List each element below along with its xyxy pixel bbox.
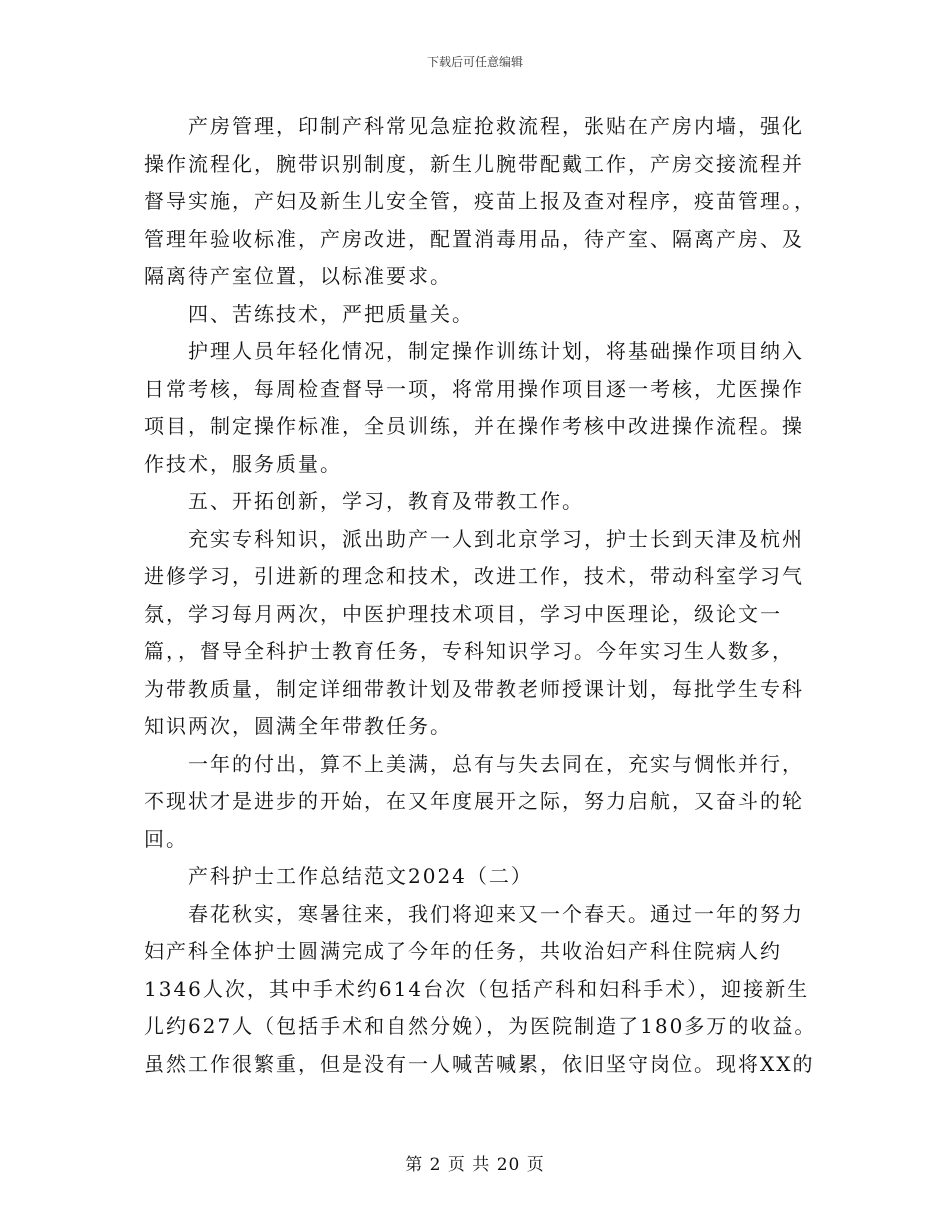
text-line: 进修学习，引进新的理念和技术，改进工作，技术，带动科室学习气 — [144, 564, 804, 588]
text-line: 不现状才是进步的开始，在又年度展开之际，努力启航，又奋斗的轮 — [144, 789, 804, 813]
text-line: 督导实施，产妇及新生儿安全管，疫苗上报及查对程序，疫苗管理。， — [144, 189, 816, 213]
text-line: 作技术，服务质量。 — [144, 451, 342, 476]
text-line: 知识两次，圆满全年带教任务。 — [144, 714, 452, 738]
text-line: 一年的付出，算不上美满，总有与失去同在，充实与惆怅并行， — [188, 751, 804, 776]
section-title: 产科护士工作总结范文2024（二） — [188, 864, 533, 888]
document-body — [144, 108, 817, 1083]
text-line: 产房管理，印制产科常见急症抢救流程，张贴在产房内墙，强化 — [188, 114, 804, 138]
section-heading: 四、苦练技术，严把质量关。 — [188, 301, 474, 326]
text-line: 管理年验收标准，产房改进，配置消毒用品，待产室、隔离产房、及 — [144, 226, 804, 251]
text-line: 妇产科全体护士圆满完成了今年的任务，共收治妇产科住院病人约 — [144, 939, 782, 963]
text-line: 回。 — [144, 826, 188, 851]
text-line: 护理人员年轻化情况，制定操作训练计划，将基础操作项目纳入 — [188, 339, 804, 363]
text-line: 氛，学习每月两次，中医护理技术项目，学习中医理论，级论文一 — [144, 601, 782, 626]
text-line: 项目，制定操作标准，全员训练，并在操作考核中改进操作流程。操 — [144, 414, 804, 438]
section-heading: 五、开拓创新，学习，教育及带教工作。 — [188, 489, 584, 513]
text-line: 春花秋实，寒暑往来，我们将迎来又一个春天。通过一年的努力 — [188, 901, 804, 926]
text-line: 日常考核，每周检查督导一项，将常用操作项目逐一考核，尤医操作 — [144, 376, 804, 401]
text-line: 篇，，督导全科护士教育任务，专科知识学习。今年实习生人数多， — [144, 639, 794, 663]
text-line: 儿约627人（包括手术和自然分娩），为医院制造了180多万的收益。 — [144, 1014, 817, 1038]
page-header: 下载后可任意编辑 — [426, 55, 523, 69]
text-line: 操作流程化，腕带识别制度，新生儿腕带配戴工作，产房交接流程并 — [144, 151, 804, 176]
text-line: 隔离待产室位置，以标准要求。 — [144, 264, 452, 288]
page-footer: 第 2 页 共 20 页 — [405, 1155, 545, 1175]
text-line: 为带教质量，制定详细带教计划及带教老师授课计划，每批学生专科 — [144, 676, 804, 701]
text-line: 充实专科知识，派出助产一人到北京学习，护士长到天津及杭州 — [188, 526, 804, 551]
text-line: 1346人次，其中手术约614台次（包括产科和妇科手术），迎接新生 — [144, 976, 810, 1001]
text-line: 虽然工作很繁重，但是没有一人喊苦喊累，依旧坚守岗位。现将XX的 — [144, 1051, 815, 1076]
